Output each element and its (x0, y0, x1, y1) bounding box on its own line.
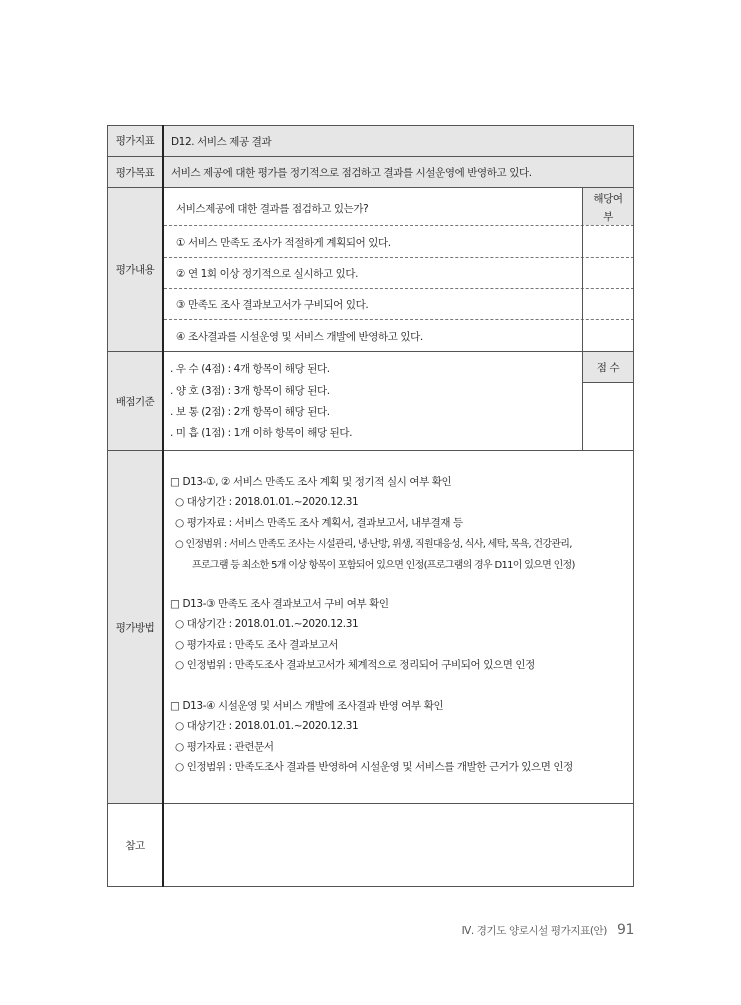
label-goal-text: 평가목표 (115, 166, 155, 179)
separator (582, 382, 634, 383)
separator (164, 288, 634, 289)
separator (164, 319, 634, 320)
method-line: ○ 평가자료 : 만족도 조사 결과보고서 (175, 639, 338, 651)
evaluation-table (107, 125, 634, 887)
label-content-text: 평가내용 (115, 264, 155, 276)
label-note (107, 804, 163, 887)
content-item: ② 연 1회 이상 정기적으로 실시하고 있다. (176, 268, 359, 280)
border (162, 125, 164, 887)
border (107, 156, 634, 157)
border (107, 803, 634, 804)
method-line: ○ 인정범위 : 만족도조사 결과를 반영하여 시설운영 및 서비스를 개발한 근거가 있으면 인정 (175, 761, 573, 773)
method-line: □ D13-③ 만족도 조사 결과보고서 구비 여부 확인 (170, 598, 389, 610)
border (633, 125, 634, 887)
check-header-line1: 해당여 (593, 193, 623, 205)
border (107, 351, 634, 352)
border (107, 450, 634, 451)
method-line: ○ 평가자료 : 관련문서 (175, 741, 274, 753)
border (107, 125, 108, 887)
label-method (107, 451, 163, 803)
label-indicator (107, 125, 163, 156)
border (107, 187, 634, 188)
label-scoring (107, 352, 163, 450)
method-line: □ D13-④ 시설운영 및 서비스 개발에 조사결과 반영 여부 확인 (170, 700, 444, 712)
separator (164, 257, 634, 258)
content-item: ① 서비스 만족도 조사가 적절하게 계획되어 있다. (176, 237, 391, 249)
separator (164, 225, 634, 226)
method-line: ○ 인정범위 : 만족도조사 결과보고서가 체계적으로 정리되어 구비되어 있으면 인정 (175, 659, 535, 671)
footer-section: Ⅳ. 경기도 양로시설 평가지표(안) (461, 925, 607, 937)
label-method-text: 평가방법 (115, 621, 155, 634)
page-number: 91 (616, 922, 634, 938)
content-question: 서비스제공에 대한 결과를 점검하고 있는가? (176, 203, 369, 215)
label-content (107, 188, 163, 351)
goal-value: 서비스 제공에 대한 평가를 정기적으로 점검하고 결과를 시설운영에 반영하고 있다. (171, 167, 532, 179)
indicator-value: D12. 서비스 제공 결과 (171, 136, 272, 148)
content-item: ④ 조사결과를 시설운영 및 서비스 개발에 반영하고 있다. (176, 331, 423, 343)
content-item: ③ 만족도 조사 결과보고서가 구비되어 있다. (176, 299, 369, 311)
score-header: 점 수 (596, 362, 620, 374)
method-line: ○ 대상기간 : 2018.01.01.~2020.12.31 (175, 496, 359, 508)
label-goal (107, 157, 163, 187)
method-line: ○ 대상기간 : 2018.01.01.~2020.12.31 (175, 720, 359, 732)
check-header-line2: 부 (603, 211, 613, 223)
scoring-item: . 우 수 (4점) : 4개 항목이 해당 된다. (170, 363, 330, 375)
label-scoring-text: 배점기준 (115, 395, 155, 408)
scoring-item: . 양 호 (3점) : 3개 항목이 해당 된다. (170, 385, 330, 397)
label-note-text: 참고 (125, 840, 145, 852)
border (107, 886, 634, 887)
method-line: □ D13-①, ② 서비스 만족도 조사 계획 및 정기적 실시 여부 확인 (170, 476, 452, 488)
page-footer (462, 922, 634, 938)
method-line: ○ 인정범위 : 서비스 만족도 조사는 시설관리, 냉·난방, 위생, 직원대응성, 식사, 세탁, 목욕, 건강관리, (175, 539, 572, 550)
method-line: 프로그램 등 최소한 5개 이상 항목이 포함되어 있으면 인정(프로그램의 경우 D11이 있으면 인정) (192, 560, 575, 571)
method-line: ○ 평가자료 : 서비스 만족도 조사 계획서, 결과보고서, 내부결재 등 (175, 517, 463, 529)
border (107, 125, 634, 126)
scoring-item: . 미 흡 (1점) : 1개 이하 항목이 해당 된다. (170, 427, 353, 439)
label-indicator-text: 평가지표 (115, 135, 155, 147)
method-line: ○ 대상기간 : 2018.01.01.~2020.12.31 (175, 618, 359, 630)
scoring-item: . 보 통 (2점) : 2개 항목이 해당 된다. (170, 406, 330, 418)
